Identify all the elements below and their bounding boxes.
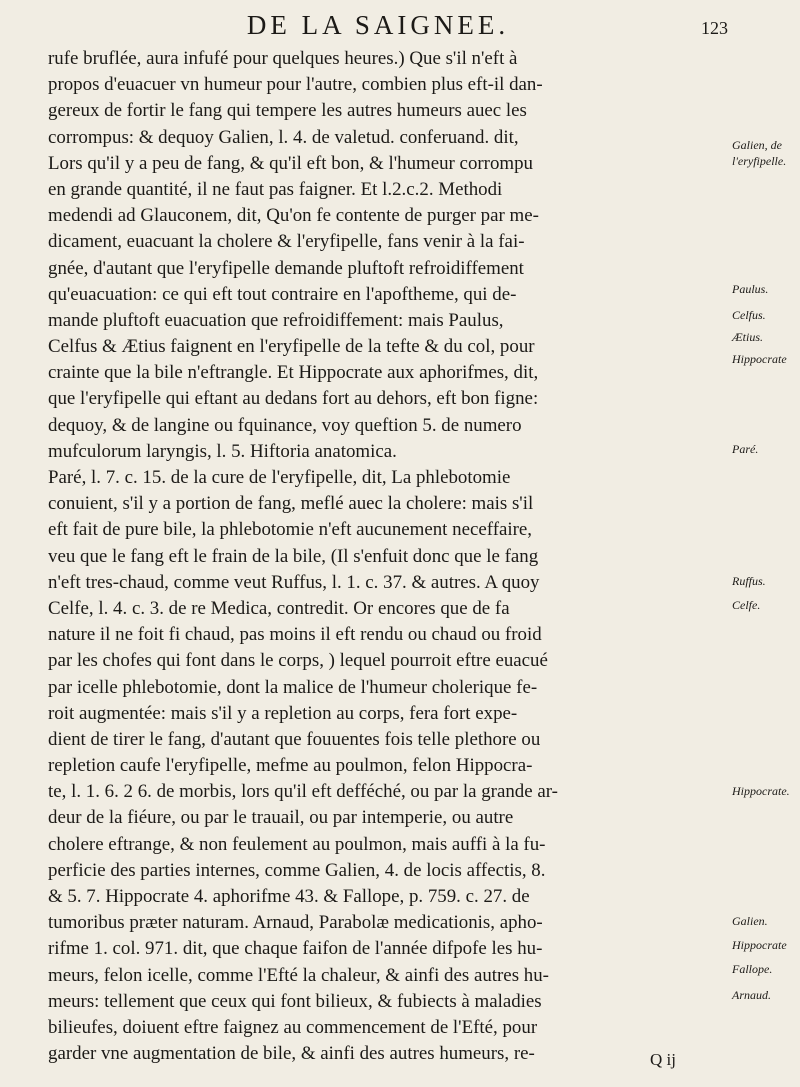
text-line: mande pluftoft euacuation que refroidiffement: mais Paulus, <box>48 309 504 331</box>
text-line: Celfus & Ætius faignent en l'eryfipelle de la tefte & du col, pour <box>48 336 535 358</box>
text-line: corrompus: & dequoy Galien, l. 4. de valetud. conferuand. dit, <box>48 126 519 148</box>
text-line: dequoy, & de langine ou fquinance, voy queftion 5. de numero <box>48 414 522 436</box>
text-line: perficie des parties internes, comme Galien, 4. de locis affectis, 8. <box>48 859 546 881</box>
text-line: repletion caufe l'eryfipelle, mefme au poulmon, felon Hippocra- <box>48 755 533 777</box>
text-line: & 5. 7. Hippocrate 4. aphorifme 43. & Fallope, p. 759. c. 27. de <box>48 886 530 907</box>
text-line: meurs: tellement que ceux qui font bilieux, & fubiects à maladies <box>48 990 542 1012</box>
text-line: medendi ad Glauconem, dit, Qu'on fe contente de purger par me- <box>48 205 539 227</box>
text-line: propos d'euacuer vn humeur pour l'autre, combien plus eft-il dan- <box>48 74 543 96</box>
margin-note: Celfus. <box>732 308 766 322</box>
text-line: crainte que la bile n'eftrangle. Et Hippocrate aux aphorifmes, dit, <box>48 362 539 384</box>
text-line: gnée, d'autant que l'eryfipelle demande pluftoft refroidiffement <box>48 257 524 279</box>
text-line: en grande quantité, il ne faut pas faigner. Et l.2.c.2. Methodi <box>48 178 503 200</box>
text-line: mufculorum laryngis, l. 5. Hiftoria anatomica. <box>48 440 397 462</box>
text-line: garder vne augmentation de bile, & ainfi des autres humeurs, re- <box>48 1043 535 1065</box>
margin-note: Paulus. <box>732 282 769 296</box>
margin-note: Paré. <box>732 442 759 456</box>
text-line: te, l. 1. 6. 2 6. de morbis, lors qu'il eft defféché, ou par la grande ar- <box>48 781 558 803</box>
text-line: Paré, l. 7. c. 15. de la cure de l'eryfipelle, dit, La phlebotomie <box>48 467 511 488</box>
text-line: Celfe, l. 4. c. 3. de re Medica, contredit. Or encores que de fa <box>48 597 510 619</box>
text-line: nature il ne foit fi chaud, pas moins il eft rendu ou chaud ou froid <box>48 624 542 646</box>
text-line: rufe bruflée, aura infufé pour quelques heures.) Que s'il n'eft à <box>48 48 518 69</box>
text-line: par les chofes qui font dans le corps, ) lequel pourroit eftre euacué <box>48 650 548 672</box>
margin-note: Hippocrate <box>732 352 787 366</box>
margin-note: Ætius. <box>732 330 764 344</box>
text-line: Lors qu'il y a peu de fang, & qu'il eft bon, & l'humeur corrompu <box>48 152 533 174</box>
page-header <box>48 10 728 44</box>
text-line: n'eft tres-chaud, comme veut Ruffus, l. 1. c. 37. & autres. A quoy <box>48 571 540 593</box>
margin-note: Hippocrate <box>732 938 787 952</box>
text-line: veu que le fang eft le frain de la bile, (Il s'enfuit donc que le fang <box>48 545 539 567</box>
margin-note: l'eryfipelle. <box>732 154 787 168</box>
page-number: 123 <box>701 18 728 38</box>
text-line: par icelle phlebotomie, dont la malice de l'humeur cholerique fe- <box>48 676 538 698</box>
margin-note: Arnaud. <box>732 988 771 1002</box>
text-line: tumoribus præter naturam. Arnaud, Parabolæ medicationis, apho- <box>48 912 543 934</box>
margin-note: Fallope. <box>732 962 773 976</box>
text-line: qu'euacuation: ce qui eft tout contraire en l'apoftheme, qui de- <box>48 283 517 305</box>
text-line: roit augmentée: mais s'il y a repletion au corps, fera fort expe- <box>48 702 518 724</box>
text-line: gereux de fortir le fang qui tempere les autres humeurs auec les <box>48 100 527 122</box>
margin-note: Ruffus. <box>732 574 766 588</box>
running-title: DE LA SAIGNEE. <box>246 10 510 40</box>
margin-note: Celfe. <box>732 598 761 612</box>
text-line: dicament, euacuant la cholere & l'eryfipelle, fans venir à la fai- <box>48 231 525 253</box>
catchword: Q ij <box>650 1050 676 1069</box>
text-line: rifme 1. col. 971. dit, que chaque faifon de l'année difpofe les hu- <box>48 938 543 960</box>
margin-note: Galien, de <box>732 138 782 152</box>
text-line: conuient, s'il y a portion de fang, meflé auec la cholere: mais s'il <box>48 493 534 515</box>
text-line: bilieufes, doiuent eftre faignez au commencement de l'Efté, pour <box>48 1016 538 1038</box>
text-line: dient de tirer le fang, d'autant que fouuentes fois telle plethore ou <box>48 728 541 750</box>
text-line: meurs, felon icelle, comme l'Efté la chaleur, & ainfi des autres hu- <box>48 964 549 986</box>
text-line: cholere eftrange, & non feulement au poulmon, mais auffi à la fu- <box>48 833 546 855</box>
text-line: deur de la fiéure, ou par le trauail, ou par intemperie, ou autre <box>48 807 514 829</box>
text-line: que l'eryfipelle qui eftant au dedans fort au dehors, eft bon figne: <box>48 388 539 410</box>
margin-note: Hippocrate. <box>732 784 790 798</box>
main-text <box>48 46 728 1067</box>
margin-note: Galien. <box>732 914 768 928</box>
text-line: eft fait de pure bile, la phlebotomie n'eft aucunement neceffaire, <box>48 519 533 541</box>
